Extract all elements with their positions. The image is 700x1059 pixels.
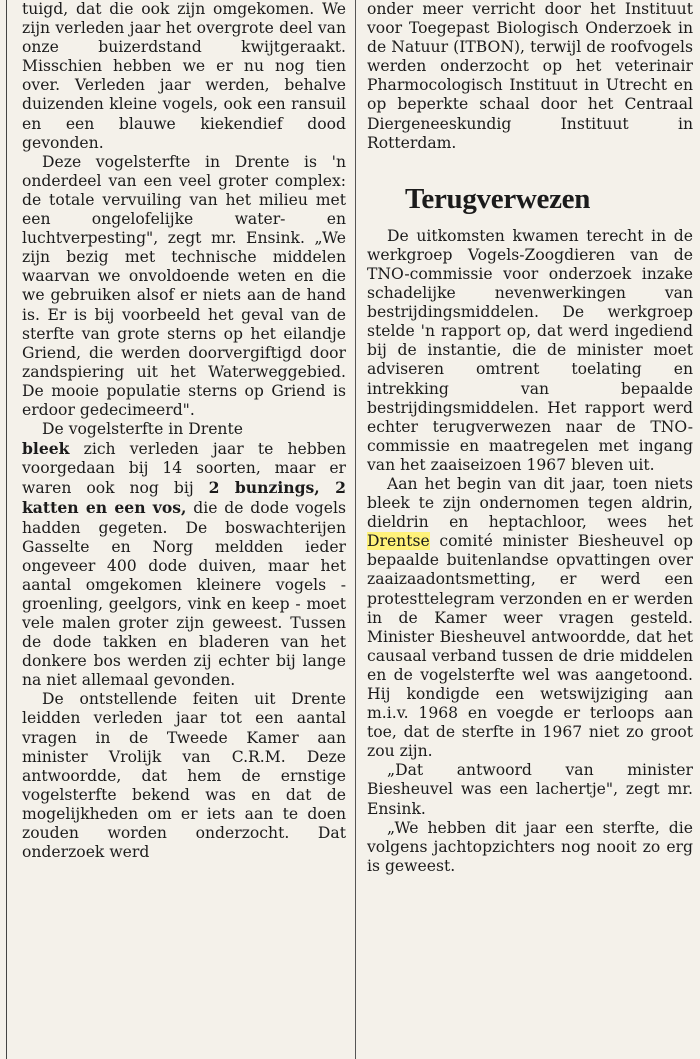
left-paragraph-3 bbox=[22, 420, 346, 690]
right-column bbox=[367, 0, 693, 876]
highlighted-word-drentse: Drentse bbox=[367, 532, 430, 551]
right-paragraph-5: „We hebben dit jaar een sterfte, die volgens jachtopzichters nog nooit zo erg is geweest. bbox=[367, 818, 693, 875]
right-p3-text-b: comité minister Biesheuvel op bepaalde buitenlandse opvattingen over zaaizaadontsmetting, er werd een protesttelegram verzonden en er werden in de Kamer weer vragen gesteld. Minister Biesheuvel antwoordde, dat het causaal verband tussen de drie middelen en de vogelsterfte wel was aangetoond. Hij kondigde een wetswijziging aan m.i.v. 1968 en voegde er terloops aan toe, dat de sterfte in 1967 niet zo groot zou zijn. bbox=[367, 532, 693, 761]
page-edge bbox=[0, 0, 7, 1059]
right-paragraph-4: „Dat antwoord van minister Biesheuvel was een lachertje", zegt mr. Ensink. bbox=[367, 761, 693, 818]
right-paragraph-1: onder meer verricht door het Instituut voor Toegepast Biologisch Onderzoek in de Natuur (ITBON), terwijl de roofvogels werden onderzocht op het veterinair Pharmocologisch Instituut in Utrecht en op beperkte schaal door het Centraal Diergeneeskundig Instituut in Rotterdam. bbox=[367, 0, 693, 152]
column-divider bbox=[355, 0, 356, 1059]
left-p3-text-b: zich verleden jaar te hebben voorgedaan bij 14 soorten, maar er waren ook nog bij bbox=[22, 440, 346, 498]
left-paragraph-2: Deze vogelsterfte in Drente is 'n onderdeel van een veel groter complex: de totale vervuiling van het milieu met een ongelofelijke water- en luchtverpesting", zegt mr. Ensink. „We zijn bezig met technische middelen waarvan we onvoldoende weten en die we gebruiken alsof er niets aan de hand is. Er is bij voorbeeld het geval van de sterfte van grote sterns op het eilandje Griend, die werden doorvergiftigd door zandspiering uit het Waterweggebied. De mooie populatie sterns op Griend is erdoor gedecimeerd". bbox=[22, 152, 346, 419]
section-heading: Terugverwezen bbox=[405, 182, 591, 215]
left-paragraph-1: tuigd, dat die ook zijn omgekomen. We zijn verleden jaar het overgrote deel van onze buizerdstand kwijtgeraakt. Misschien hebben we er nu nog tien over. Verleden jaar werden, behalve duizenden kleine vogels, ook een ransuil en een blauwe kiekendief dood gevonden. bbox=[22, 0, 346, 152]
left-p3-bold-animals: 2 bunzings, 2 katten en een vos, bbox=[22, 478, 346, 518]
left-p3-bold-bleek: bleek bbox=[22, 439, 70, 459]
left-p3-text-c: die de dode vogels hadden gegeten. De boswachterijen Gasselte en Norg meldden ieder ongeveer 400 dode duiven, maar het aantal omgekomen kleinere vogels - groenling, geelgors, vink en keep - moet vele malen groter zijn geweest. Tussen de dode takken en bladeren van het donkere bos werden zij echter bij lange na niet allemaal gevonden. bbox=[22, 499, 346, 690]
right-paragraph-3 bbox=[367, 475, 693, 761]
right-paragraph-2: De uitkomsten kwamen terecht in de werkgroep Vogels-Zoogdieren van de TNO-commissie voor onderzoek inzake schadelijke nevenwerkingen van bestrijdingsmiddelen. De werkgroep stelde 'n rapport op, dat werd ingediend bij de instantie, die de minister moet adviseren omtrent toelating en intrekking van bepaalde bestrijdingsmiddelen. Het rapport werd echter terugverwezen naar de TNO-commissie en maatregelen met ingang van het zaaiseizoen 1967 bleven uit. bbox=[367, 226, 693, 474]
left-paragraph-4: De ontstellende feiten uit Drente leidden verleden jaar tot een aantal vragen in de Tweede Kamer aan minister Vrolijk van C.R.M. Deze antwoordde, dat hem de ernstige vogelsterfte bekend was en dat de mogelijkheden om er iets aan te doen zouden worden onderzocht. Dat onderzoek werd bbox=[22, 690, 346, 862]
right-p3-text-a: Aan het begin van dit jaar, toen niets bleek te zijn ondernomen tegen aldrin, dieldrin en heptachloor, wees het bbox=[367, 474, 693, 532]
left-column bbox=[22, 0, 346, 862]
left-p3-text-a: De vogelsterfte in Drente bbox=[42, 420, 243, 439]
